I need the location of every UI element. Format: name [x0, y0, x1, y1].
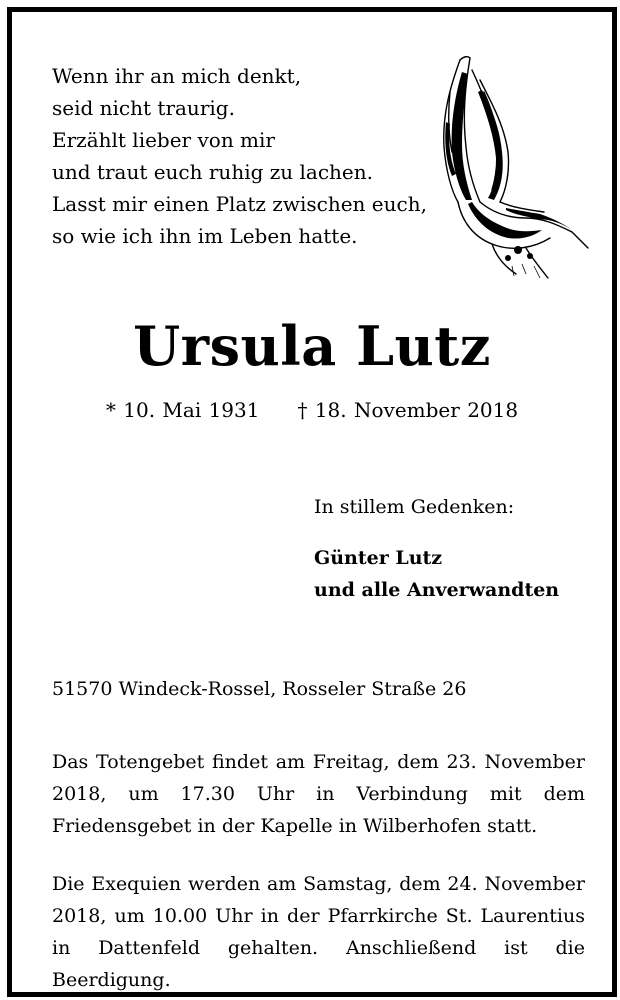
- poem-line: so wie ich ihn im Leben hatte.: [52, 224, 358, 248]
- mourners-intro: In stillem Gedenken:: [314, 496, 515, 518]
- birth-date: * 10. Mai 1931: [105, 398, 260, 422]
- death-date: † 18. November 2018: [297, 398, 519, 422]
- mourners-names: [314, 542, 559, 606]
- mourner-name: Günter Lutz: [314, 547, 443, 569]
- praying-hands-icon: [422, 52, 592, 282]
- mourner-name: und alle Anverwandten: [314, 579, 560, 601]
- obituary-frame: [7, 7, 617, 997]
- poem-line: Lasst mir einen Platz zwischen euch,: [52, 192, 427, 216]
- life-dates: [12, 398, 612, 422]
- prayer-paragraph: Das Totengebet findet am Freitag, dem 23. November 2018, um 17.30 Uhr in Verbindung mit dem Friedensgebet in der Kapelle in Wilberhofen statt.: [52, 751, 585, 837]
- deceased-name: Ursula Lutz: [133, 314, 491, 378]
- poem-line: und traut euch ruhig zu lachen.: [52, 160, 374, 184]
- address: 51570 Windeck-Rossel, Rosseler Straße 26: [52, 678, 467, 700]
- poem: [52, 60, 427, 252]
- mourners-block: [314, 496, 559, 606]
- poem-line: Erzählt lieber von mir: [52, 128, 275, 152]
- funeral-paragraph: Die Exequien werden am Samstag, dem 24. November 2018, um 10.00 Uhr in der Pfarrkirche St. Laurentius in Dattenfeld gehalten. Anschließend ist die Beerdigung.: [52, 873, 585, 991]
- poem-line: seid nicht traurig.: [52, 96, 235, 120]
- poem-line: Wenn ihr an mich denkt,: [52, 64, 302, 88]
